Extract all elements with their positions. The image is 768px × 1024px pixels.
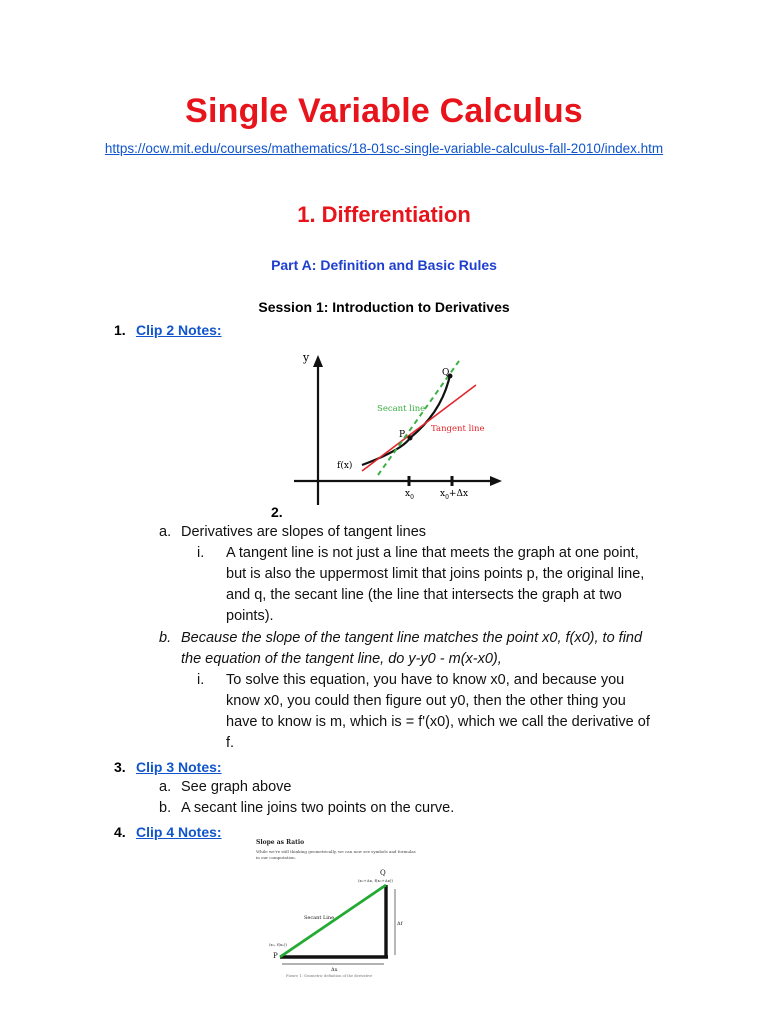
clip-3-notes-link[interactable]: Clip 3 Notes: [136,759,222,775]
note-3b-marker: b. [159,800,172,816]
clip-2-notes-link[interactable]: Clip 2 Notes: [136,322,222,338]
figure2-q-coords: (x₀+Δx, f(x₀+Δx)) [358,878,393,883]
slope-ratio-figure [252,833,430,977]
note-2ai-marker: i. [197,545,205,561]
y-axis-arrow [313,355,323,367]
note-2ai-line-1: A tangent line is not just a line that meets the graph at one point, [226,545,639,561]
p-label: P [399,430,406,440]
figure2-q-label: Q [380,869,386,877]
note-2bi-line-2: know x0, you could then figure out y0, then the other thing you [226,693,626,709]
figure2-secant-label: Secant Line [304,915,335,921]
page-title: Single Variable Calculus [185,92,583,130]
note-2bi-line-4: f. [226,735,235,751]
list-number-3: 3. [114,759,126,775]
secant-line [378,361,459,475]
note-3a-marker: a. [159,779,172,795]
course-url-link[interactable]: https://ocw.mit.edu/courses/mathematics/18-01sc-single-variable-calculus-fall-2010/index.htm [104,141,664,156]
point-p [408,436,413,441]
note-3b-text: A secant line joins two points on the curve. [181,800,455,816]
note-2ai-line-2: but is also the uppermost limit that joins points p, the original line, [226,566,645,582]
figure2-intro-line-2: in our computation. [256,855,297,860]
x0-label: $x_0$ [405,489,414,501]
q-label: Q [442,368,450,378]
section-heading: 1. Differentiation [297,202,471,227]
note-2bi-line-1: To solve this equation, you have to know x0, and because you [226,672,625,688]
function-curve [362,375,450,465]
y-label: y [303,351,310,364]
note-2bi-line-3: have to know is m, which is = f'(x0), which we call the derivative of [226,714,650,730]
x0-dx-label: $x_0+\Delta x$ [440,489,469,501]
note-2a-marker: a. [159,524,172,540]
note-3a-text: See graph above [181,779,292,795]
list-number-2: 2. [271,504,283,520]
clip-4-notes-link[interactable]: Clip 4 Notes: [136,824,222,840]
note-2bi-marker: i. [197,672,205,688]
df-label: Δf [397,921,403,927]
note-2b-line-2: the equation of the tangent line, do y-y0 - m(x-x0), [181,651,502,667]
figure2-p-label: P [273,952,278,960]
tangent-secant-figure [290,345,518,510]
x-axis-arrow [490,476,502,486]
note-2a-text: Derivatives are slopes of tangent lines [181,524,427,540]
secant-label: Secant line [377,404,426,414]
figure2-intro-line-1: While we're still thinking geometrically, we can now see symbols and formulas [256,849,416,854]
note-2b-line-1: Because the slope of the tangent line matches the point x0, f(x0), to find [181,630,643,646]
figure2-caption: Figure 1: Geometric definition of the derivative [286,974,373,977]
note-2ai-line-3: and q, the secant line (the line that intersects the graph at two [226,587,622,603]
list-number-4: 4. [114,824,126,840]
note-2ai-line-4: points). [226,608,274,624]
dx-label: Δx [331,967,338,973]
tangent-label: Tangent line [431,424,485,434]
note-2b-marker: b. [159,630,172,646]
figure2-heading: Slope as Ratio [256,839,305,846]
fx-label: f(x) [337,461,353,471]
list-number-1: 1. [114,322,126,338]
part-heading: Part A: Definition and Basic Rules [271,257,497,273]
session-heading: Session 1: Introduction to Derivatives [258,299,510,315]
figure2-p-coords: (x₀, f(x₀)) [269,942,287,947]
